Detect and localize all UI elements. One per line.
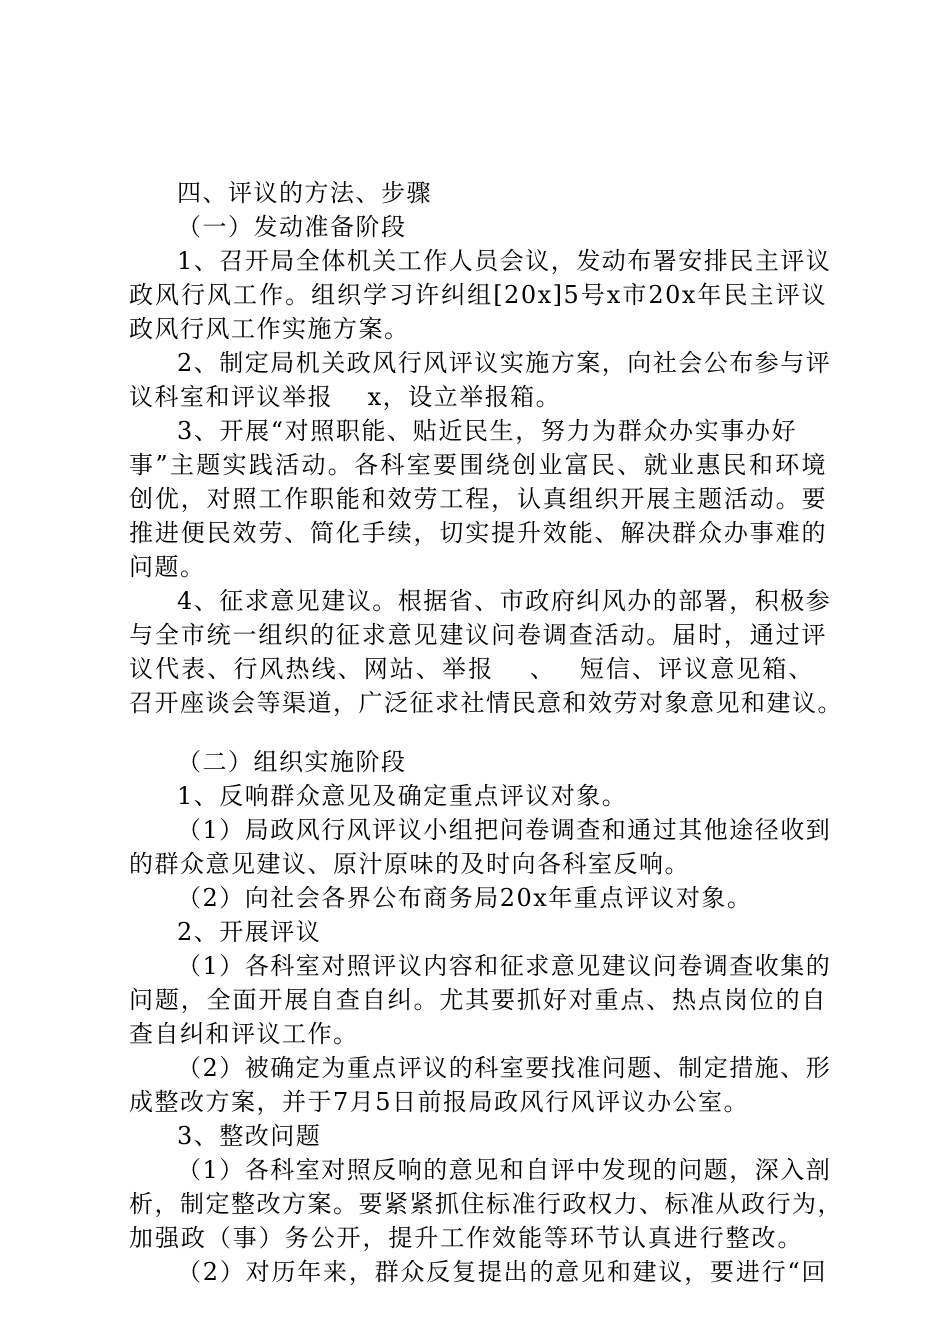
- subsection-heading-2: （二）组织实施阶段: [177, 748, 407, 776]
- paragraph-line: （1）各科室对照评议内容和征求意见建议问卷调查收集的: [177, 952, 832, 980]
- paragraph-line: （2）向社会各界公布商务局20x年重点评议对象。: [177, 884, 753, 912]
- section-heading-4: 四、评议的方法、步骤: [177, 179, 432, 207]
- paragraph-line: 政风行风工作。组织学习许纠组[20x]5号x市20x年民主评议: [129, 281, 827, 309]
- paragraph-line: 加强政（事）务公开，提升工作效能等环节认真进行整改。: [129, 1224, 803, 1252]
- paragraph-line: （1）局政风行风评议小组把问卷调查和通过其他途径收到: [177, 816, 832, 844]
- paragraph-line: 问题，全面开展自查自纠。尤其要抓好对重点、热点岗位的自: [129, 986, 827, 1014]
- paragraph-line: 议科室和评议举报 x，设立举报箱。: [129, 383, 562, 411]
- paragraph-line: 召开座谈会等渠道，广泛征求社情民意和效劳对象意见和建议。: [129, 689, 843, 717]
- paragraph-line: 议代表、行风热线、网站、举报 、 短信、评议意见箱、: [129, 655, 814, 683]
- paragraph-line: 查自纠和评议工作。: [129, 1020, 359, 1048]
- paragraph-line: 3、开展“对照职能、贴近民生，努力为群众办实事办好: [177, 417, 797, 445]
- paragraph-line: 1、召开局全体机关工作人员会议，发动布署安排民主评议: [177, 247, 832, 275]
- paragraph-line: 2、制定局机关政风行风评议实施方案，向社会公布参与评: [177, 349, 832, 377]
- paragraph-line: 政风行风工作实施方案。: [129, 315, 410, 343]
- paragraph-line: 1、反响群众意见及确定重点评议对象。: [177, 782, 628, 810]
- paragraph-line: 4、征求意见建议。根据省、市政府纠风办的部署，积极参: [177, 587, 832, 615]
- paragraph-line: （2）对历年来，群众反复提出的意见和建议，要进行“回: [177, 1258, 827, 1286]
- paragraph-line: （2）被确定为重点评议的科室要找准问题、制定措施、形: [177, 1054, 832, 1082]
- subsection-heading-1: （一）发动准备阶段: [177, 213, 407, 241]
- paragraph-line: 3、整改问题: [177, 1122, 322, 1150]
- paragraph-line: 事”主题实践活动。各科室要围绕创业富民、就业惠民和环境: [129, 451, 827, 479]
- paragraph-line: 推进便民效劳、简化手续，切实提升效能、解决群众办事难的: [129, 519, 827, 547]
- paragraph-line: 与全市统一组织的征求意见建议问卷调查活动。届时，通过评: [129, 621, 827, 649]
- paragraph-line: 析，制定整改方案。要紧紧抓住标准行政权力、标准从政行为，: [129, 1190, 843, 1218]
- paragraph-line: 创优，对照工作职能和效劳工程，认真组织开展主题活动。要: [129, 485, 827, 513]
- paragraph-line: （1）各科室对照反响的意见和自评中发现的问题，深入剖: [177, 1156, 832, 1184]
- paragraph-line: 2、开展评议: [177, 918, 322, 946]
- paragraph-line: 的群众意见建议、原汁原味的及时向各科室反响。: [129, 850, 690, 878]
- paragraph-line: 成整改方案，并于7月5日前报局政风行风评议办公室。: [129, 1088, 750, 1116]
- paragraph-line: 问题。: [129, 553, 206, 581]
